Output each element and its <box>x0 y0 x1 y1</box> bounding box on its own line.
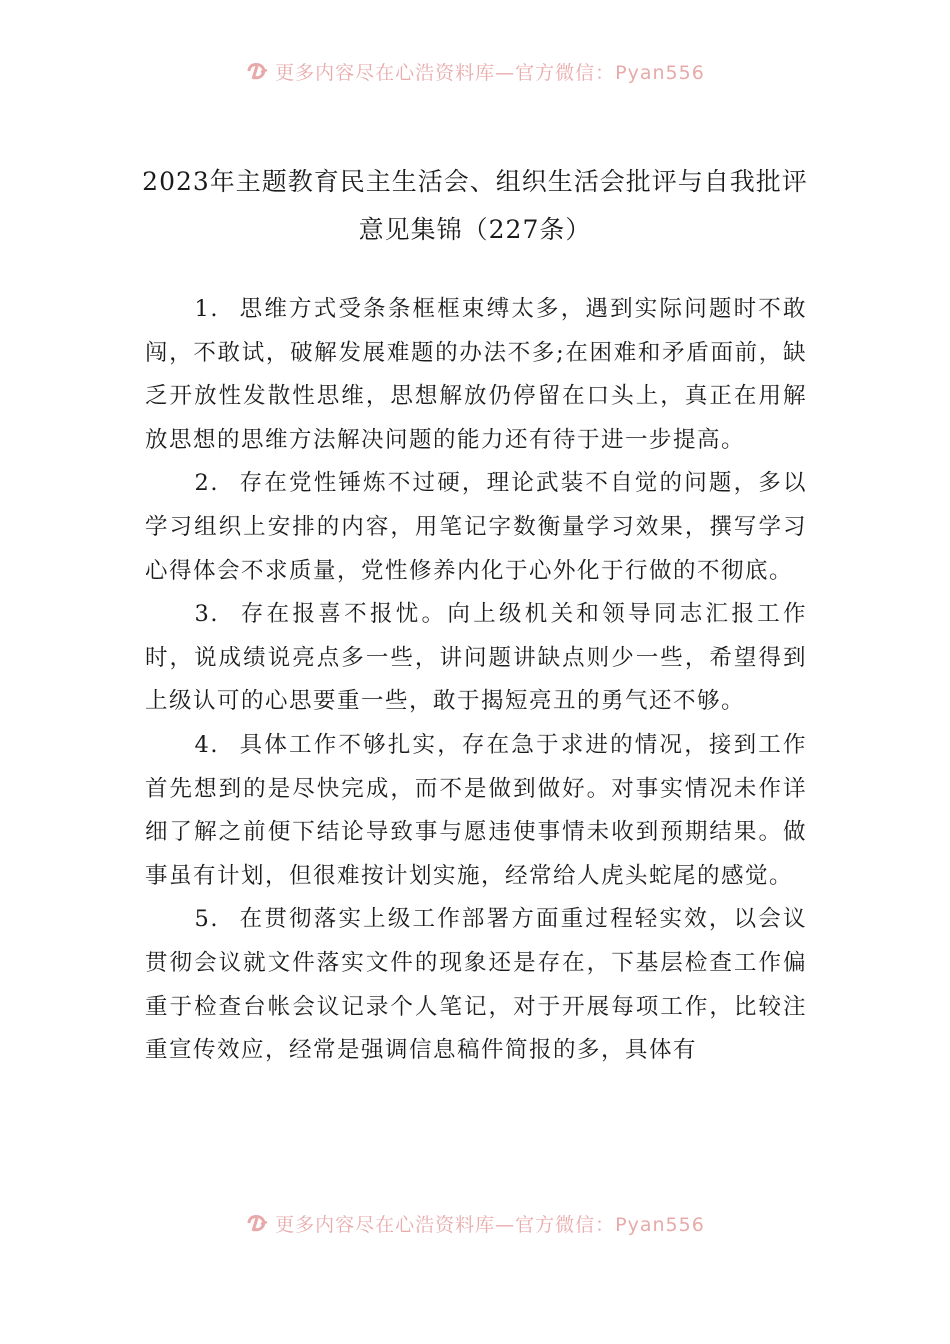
item-number: 2. <box>194 470 219 497</box>
list-item <box>145 724 807 898</box>
logo-icon <box>245 60 271 87</box>
logo-icon <box>245 1212 271 1239</box>
item-number: 5. <box>194 906 219 933</box>
item-text: 具体工作不够扎实，存在急于求进的情况，接到工作首先想到的是尽快完成，而不是做到做好。对事实情况未作详细了解之前便下结论导致事与愿违使事情未收到预期结果。做事虽有计划，但很难按计划实施，经常给人虎头蛇尾的感觉。 <box>145 731 807 889</box>
watermark-text: 更多内容尽在心浩资料库—官方微信：Pyan556 <box>275 1214 705 1236</box>
item-number: 1. <box>194 296 219 322</box>
title-line-1: 2023年主题教育民主生活会、组织生活会批评与自我批评 <box>142 167 808 196</box>
document-body <box>145 288 807 1073</box>
list-item <box>145 898 807 1072</box>
watermark-text: 更多内容尽在心浩资料库—官方微信：Pyan556 <box>275 62 705 84</box>
title-line-2: 意见集锦（227条） <box>358 215 592 244</box>
list-item <box>145 288 807 462</box>
item-text: 思维方式受条条框框束缚太多，遇到实际问题时不敢闯，不敢试，破解发展难题的办法不多;在困难和矛盾面前，缺乏开放性发散性思维，思想解放仍停留在口头上，真正在用解放思想的思维方法解决问题的能力还有待于进一步提高。 <box>145 296 807 453</box>
item-number: 4. <box>194 731 219 758</box>
list-item <box>145 462 807 593</box>
item-number: 3. <box>194 601 219 628</box>
list-item <box>145 593 807 724</box>
item-text: 在贯彻落实上级工作部署方面重过程轻实效，以会议贯彻会议就文件落实文件的现象还是存在，下基层检查工作偏重于检查台帐会议记录个人笔记，对于开展每项工作，比较注重宣传效应，经常是强调信息稿件简报的多，具体有 <box>145 906 807 1064</box>
header-watermark <box>0 58 950 87</box>
item-text: 存在党性锤炼不过硬，理论武装不自觉的问题，多以学习组织上安排的内容，用笔记字数衡量学习效果，撰写学习心得体会不求质量，党性修养内化于心外化于行做的不彻底。 <box>145 470 807 584</box>
footer-watermark <box>0 1210 950 1239</box>
item-text: 存在报喜不报忧。向上级机关和领导同志汇报工作时，说成绩说亮点多一些，讲问题讲缺点则少一些，希望得到上级认可的心思要重一些，敢于揭短亮丑的勇气还不够。 <box>145 601 807 715</box>
document-title <box>0 158 950 254</box>
